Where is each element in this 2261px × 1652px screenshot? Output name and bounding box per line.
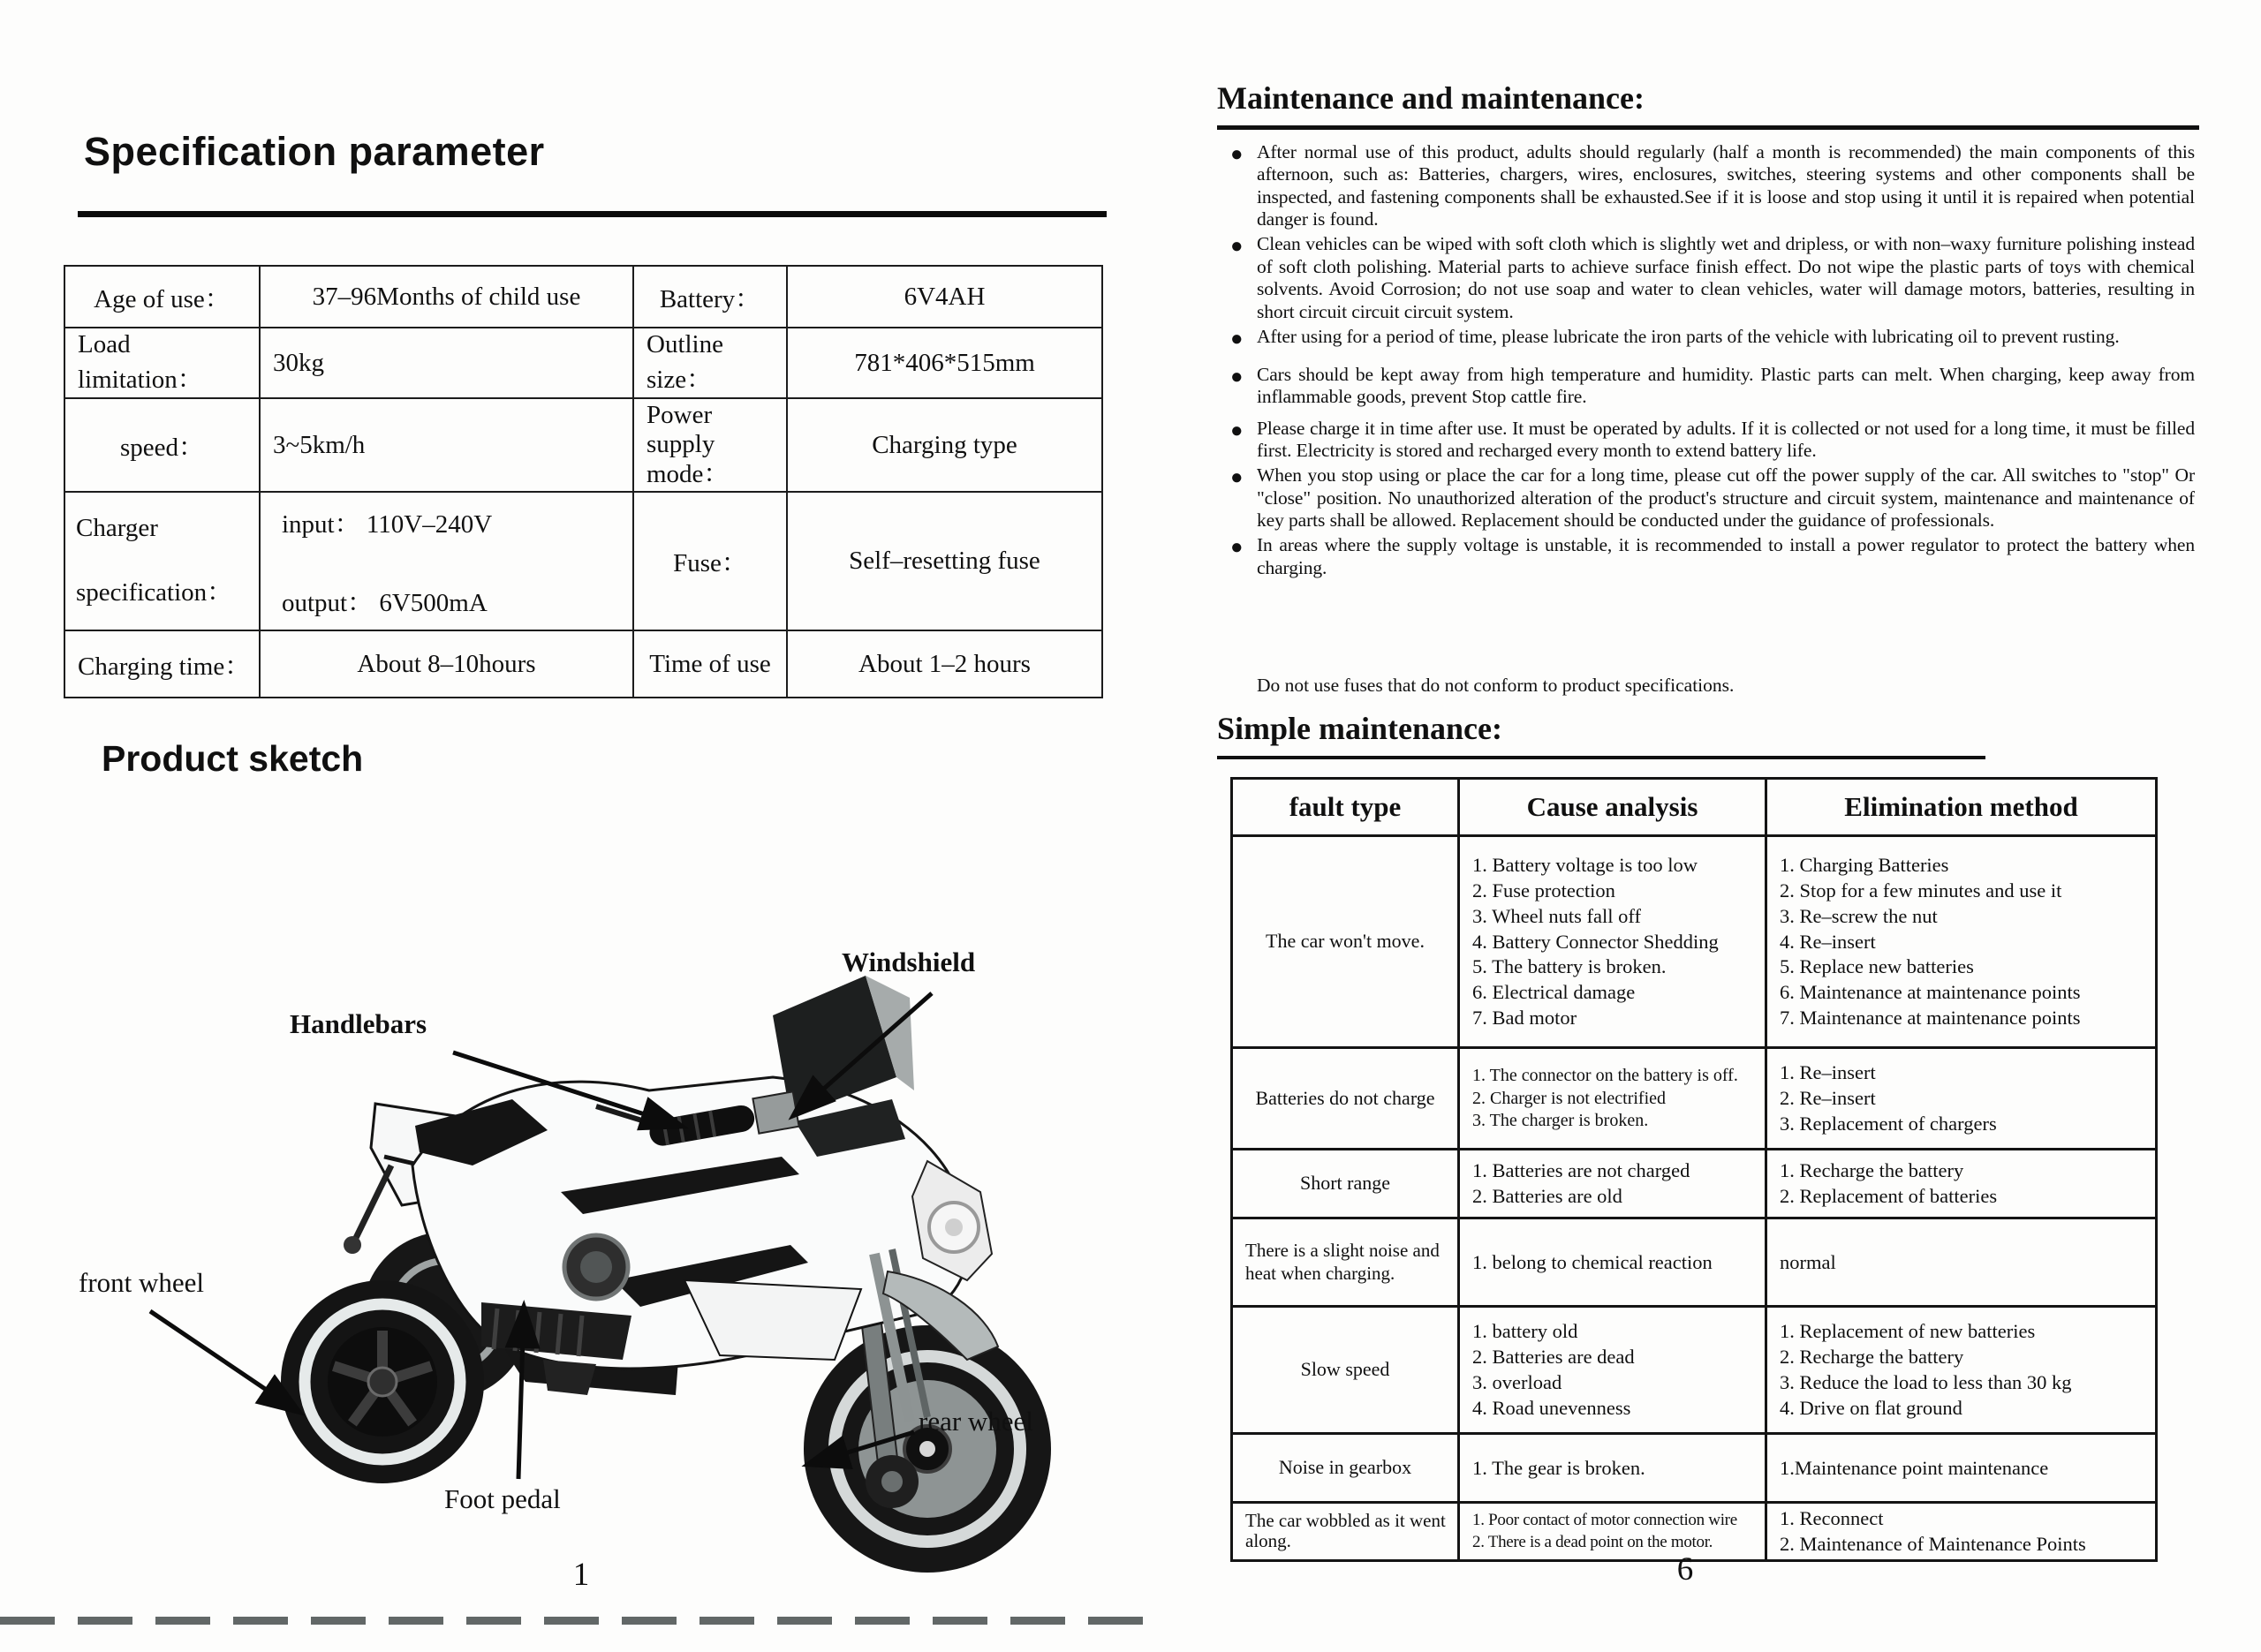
spec-battery-label: Battery： (633, 266, 787, 328)
cell-causes (1459, 1150, 1766, 1218)
cell-fault: Noise in gearbox (1232, 1434, 1459, 1503)
spec-speed-value: 3~5km/h (260, 398, 633, 492)
cell-causes (1459, 1434, 1766, 1503)
cell-fault: The car wobbled as it went along. (1232, 1503, 1459, 1561)
header-cause-analysis: Cause analysis (1459, 779, 1766, 836)
spec-outline-value: 781*406*515mm (787, 328, 1102, 398)
method-item: 7. Maintenance at maintenance points (1780, 1007, 2081, 1030)
spec-fuse-label: Fuse： (633, 492, 787, 630)
cause-item: 3. overload (1472, 1371, 1562, 1393)
spec-use-label: Time of use (633, 630, 787, 698)
spec-fuse-value: Self–resetting fuse (787, 492, 1102, 630)
list-item (1230, 141, 2195, 230)
bullet-text: Please charge it in time after use. It must be operated by adults. If it is collected or not used for a long time, it must be filled first. Electricity is stored and recharged every month to extend battery life. (1257, 417, 2195, 461)
bullet-icon: ● (1230, 536, 1244, 560)
cause-item: 1. Poor contact of motor connection wire (1472, 1511, 1737, 1530)
cell-methods (1766, 836, 2157, 1048)
table-row (1232, 1150, 2157, 1218)
cell-methods (1766, 1503, 2157, 1561)
cause-item: 1. Battery voltage is too low (1472, 853, 1698, 876)
table-header-row (1232, 779, 2157, 836)
cause-item: 6. Electrical damage (1472, 981, 1636, 1004)
cause-item: 5. The battery is broken. (1472, 955, 1667, 978)
list-item (1230, 464, 2195, 532)
method-item: 1. Charging Batteries (1780, 853, 1949, 876)
table-row (64, 630, 1102, 698)
cell-causes (1459, 1048, 1766, 1150)
cell-methods (1766, 1048, 2157, 1150)
cause-item: 2. Charger is not electrified (1472, 1088, 1667, 1108)
cell-fault: Batteries do not charge (1232, 1048, 1459, 1150)
simple-maintenance-title: Simple maintenance: (1217, 711, 1502, 746)
bullet-icon: ● (1230, 235, 1244, 259)
cell-fault: Slow speed (1232, 1307, 1459, 1434)
method-item: 1. Re–insert (1780, 1061, 1876, 1084)
maintenance-section-title: Maintenance and maintenance: (1217, 80, 1645, 116)
table-row (1232, 1307, 2157, 1434)
method-item: 1. Recharge the battery (1780, 1159, 1964, 1182)
cell-fault: The car won't move. (1232, 836, 1459, 1048)
sketch-annotation-arrows (66, 901, 1082, 1589)
spec-age-value: 37–96Months of child use (260, 266, 633, 328)
method-item: 2. Replacement of batteries (1780, 1185, 1998, 1207)
bullet-icon: ● (1230, 327, 1244, 351)
label-windshield: Windshield (842, 947, 976, 977)
spec-speed-label: speed： (64, 398, 260, 492)
bullet-text: After normal use of this product, adults should regularly (half a month is recommended) the main components of this afternoon, such as: Batteries, chargers, wires, enclosures, switches, steering systems and other components shall be inspected, and fastening components shall be exhausted.See if it is loose and stop using it until it is repaired when potential danger is found. (1257, 141, 2195, 230)
bullet-icon: ● (1230, 419, 1244, 442)
right-page-number: 6 (1676, 1551, 1694, 1588)
method-item: 1. Reconnect (1780, 1507, 1884, 1529)
cause-item: 2. Batteries are old (1472, 1185, 1622, 1207)
maintenance-title-rule (1217, 125, 2199, 130)
bullet-text: After using for a period of time, please lubricate the iron parts of the vehicle with lubricating oil to prevent rusting. (1257, 325, 2120, 347)
method-item: 2. Stop for a few minutes and use it (1780, 879, 2062, 901)
table-row (1232, 836, 2157, 1048)
bullet-icon: ● (1230, 143, 1244, 166)
spec-use-value: About 1–2 hours (787, 630, 1102, 698)
spec-charging-value: About 8–10hours (260, 630, 633, 698)
cause-item: 2. There is a dead point on the motor. (1472, 1532, 1713, 1551)
simple-maintenance-rule (1217, 756, 1985, 759)
table-row (1232, 1048, 2157, 1150)
label-handlebars: Handlebars (290, 1008, 427, 1039)
method-item: 4. Re–insert (1780, 930, 1876, 953)
cause-item: 1. The gear is broken. (1472, 1456, 1645, 1479)
cause-item: 1. belong to chemical reaction (1472, 1250, 1713, 1273)
spec-section-title: Specification parameter (84, 129, 545, 174)
spec-battery-value: 6V4AH (787, 266, 1102, 328)
spec-charging-label: Charging time： (64, 630, 260, 698)
cause-item: 1. battery old (1472, 1320, 1578, 1343)
cell-causes (1459, 836, 1766, 1048)
bullet-text: Cars should be kept away from high temperature and humidity. Plastic parts can melt. When charging, keep away from inflammable goods, prevent Stop cattle fire. (1257, 363, 2195, 408)
cause-item: 4. Battery Connector Shedding (1472, 930, 1719, 953)
spec-load-value: 30kg (260, 328, 633, 398)
sketch-section-title: Product sketch (102, 738, 364, 779)
bullet-icon: ● (1230, 365, 1244, 388)
list-item (1230, 233, 2195, 322)
spec-table (64, 265, 1103, 698)
left-page-number: 1 (572, 1557, 590, 1593)
table-row (64, 492, 1102, 630)
method-item: 5. Replace new batteries (1780, 955, 1974, 978)
product-sketch (66, 901, 1082, 1589)
spec-charger-value: input： 110V–240V output： 6V500mA (260, 492, 633, 630)
method-item: 4. Drive on flat ground (1780, 1396, 1962, 1419)
list-item (1230, 364, 2195, 409)
table-row (64, 266, 1102, 328)
method-item: 2. Recharge the battery (1780, 1346, 1964, 1369)
cause-item: 3. Wheel nuts fall off (1472, 904, 1641, 927)
list-item (1230, 326, 2195, 350)
table-row (1232, 1218, 2157, 1307)
method-item: 2. Re–insert (1780, 1087, 1876, 1110)
cell-fault: Short range (1232, 1150, 1459, 1218)
header-elimination-method: Elimination method (1766, 779, 2157, 836)
cause-item: 7. Bad motor (1472, 1007, 1577, 1030)
cause-item: 2. Fuse protection (1472, 879, 1615, 901)
cell-methods (1766, 1218, 2157, 1307)
label-foot-pedal: Foot pedal (444, 1483, 561, 1514)
spec-power-label: Power supply mode： (633, 398, 787, 492)
method-item: 1.Maintenance point maintenance (1780, 1456, 2049, 1479)
list-item (1230, 534, 2195, 579)
cause-item: 4. Road unevenness (1472, 1396, 1631, 1419)
table-row (1232, 1434, 2157, 1503)
spec-charger-label: Charger specification： (64, 492, 260, 630)
cell-methods (1766, 1434, 2157, 1503)
table-row (64, 328, 1102, 398)
scan-artifact-strip (0, 1617, 1157, 1625)
maintenance-note: Do not use fuses that do not conform to product specifications. (1257, 675, 1735, 696)
method-item: normal (1780, 1250, 1836, 1273)
cause-item: 1. The connector on the battery is off. (1472, 1065, 1738, 1085)
cell-causes (1459, 1218, 1766, 1307)
table-row (64, 398, 1102, 492)
list-item (1230, 418, 2195, 463)
maintenance-bullet-list (1230, 141, 2195, 582)
spec-age-label: Age of use： (64, 266, 260, 328)
method-item: 6. Maintenance at maintenance points (1780, 981, 2081, 1004)
header-fault-type: fault type (1232, 779, 1459, 836)
cell-methods (1766, 1307, 2157, 1434)
spec-power-value: Charging type (787, 398, 1102, 492)
cause-item: 1. Batteries are not charged (1472, 1159, 1690, 1182)
cell-methods (1766, 1150, 2157, 1218)
bullet-icon: ● (1230, 466, 1244, 490)
label-rear-wheel: rear wheel (919, 1406, 1033, 1437)
method-item: 3. Reduce the load to less than 30 kg (1780, 1371, 2072, 1393)
method-item: 3. Re–screw the nut (1780, 904, 1938, 927)
method-item: 1. Replacement of new batteries (1780, 1320, 2036, 1343)
cell-causes (1459, 1307, 1766, 1434)
cause-item: 3. The charger is broken. (1472, 1111, 1649, 1131)
method-item: 3. Replacement of chargers (1780, 1112, 1997, 1135)
cause-item: 2. Batteries are dead (1472, 1346, 1635, 1369)
label-front-wheel: front wheel (79, 1267, 205, 1298)
simple-maintenance-table (1230, 777, 2158, 1562)
method-item: 2. Maintenance of Maintenance Points (1780, 1532, 2086, 1555)
spec-load-label: Load limitation： (64, 328, 260, 398)
bullet-text: In areas where the supply voltage is unstable, it is recommended to install a power regulator to protect the battery when charging. (1257, 534, 2195, 578)
bullet-text: When you stop using or place the car for a long time, please cut off the power supply of the car. All switches to "stop" Or "close" position. No unauthorized alteration of the product's structure and circuit system, maintenance and maintenance of key parts shall be allowed. Replacement should be conducted under the guidance of professionals. (1257, 464, 2195, 532)
cell-fault: There is a slight noise and heat when charging. (1232, 1218, 1459, 1307)
spec-title-rule (78, 211, 1107, 217)
spec-outline-label: Outline size： (633, 328, 787, 398)
bullet-text: Clean vehicles can be wiped with soft cloth which is slightly wet and dripless, or with non–waxy furniture polishing instead of soft cloth polishing. Material parts to achieve surface finish effect. Do not wipe the plastic parts of toys with chemical solvents. Avoid Corrosion; do not use soap and water to clean vehicles, water will damage motors, batteries, resulting in short circuit circuit circuit system. (1257, 233, 2195, 322)
